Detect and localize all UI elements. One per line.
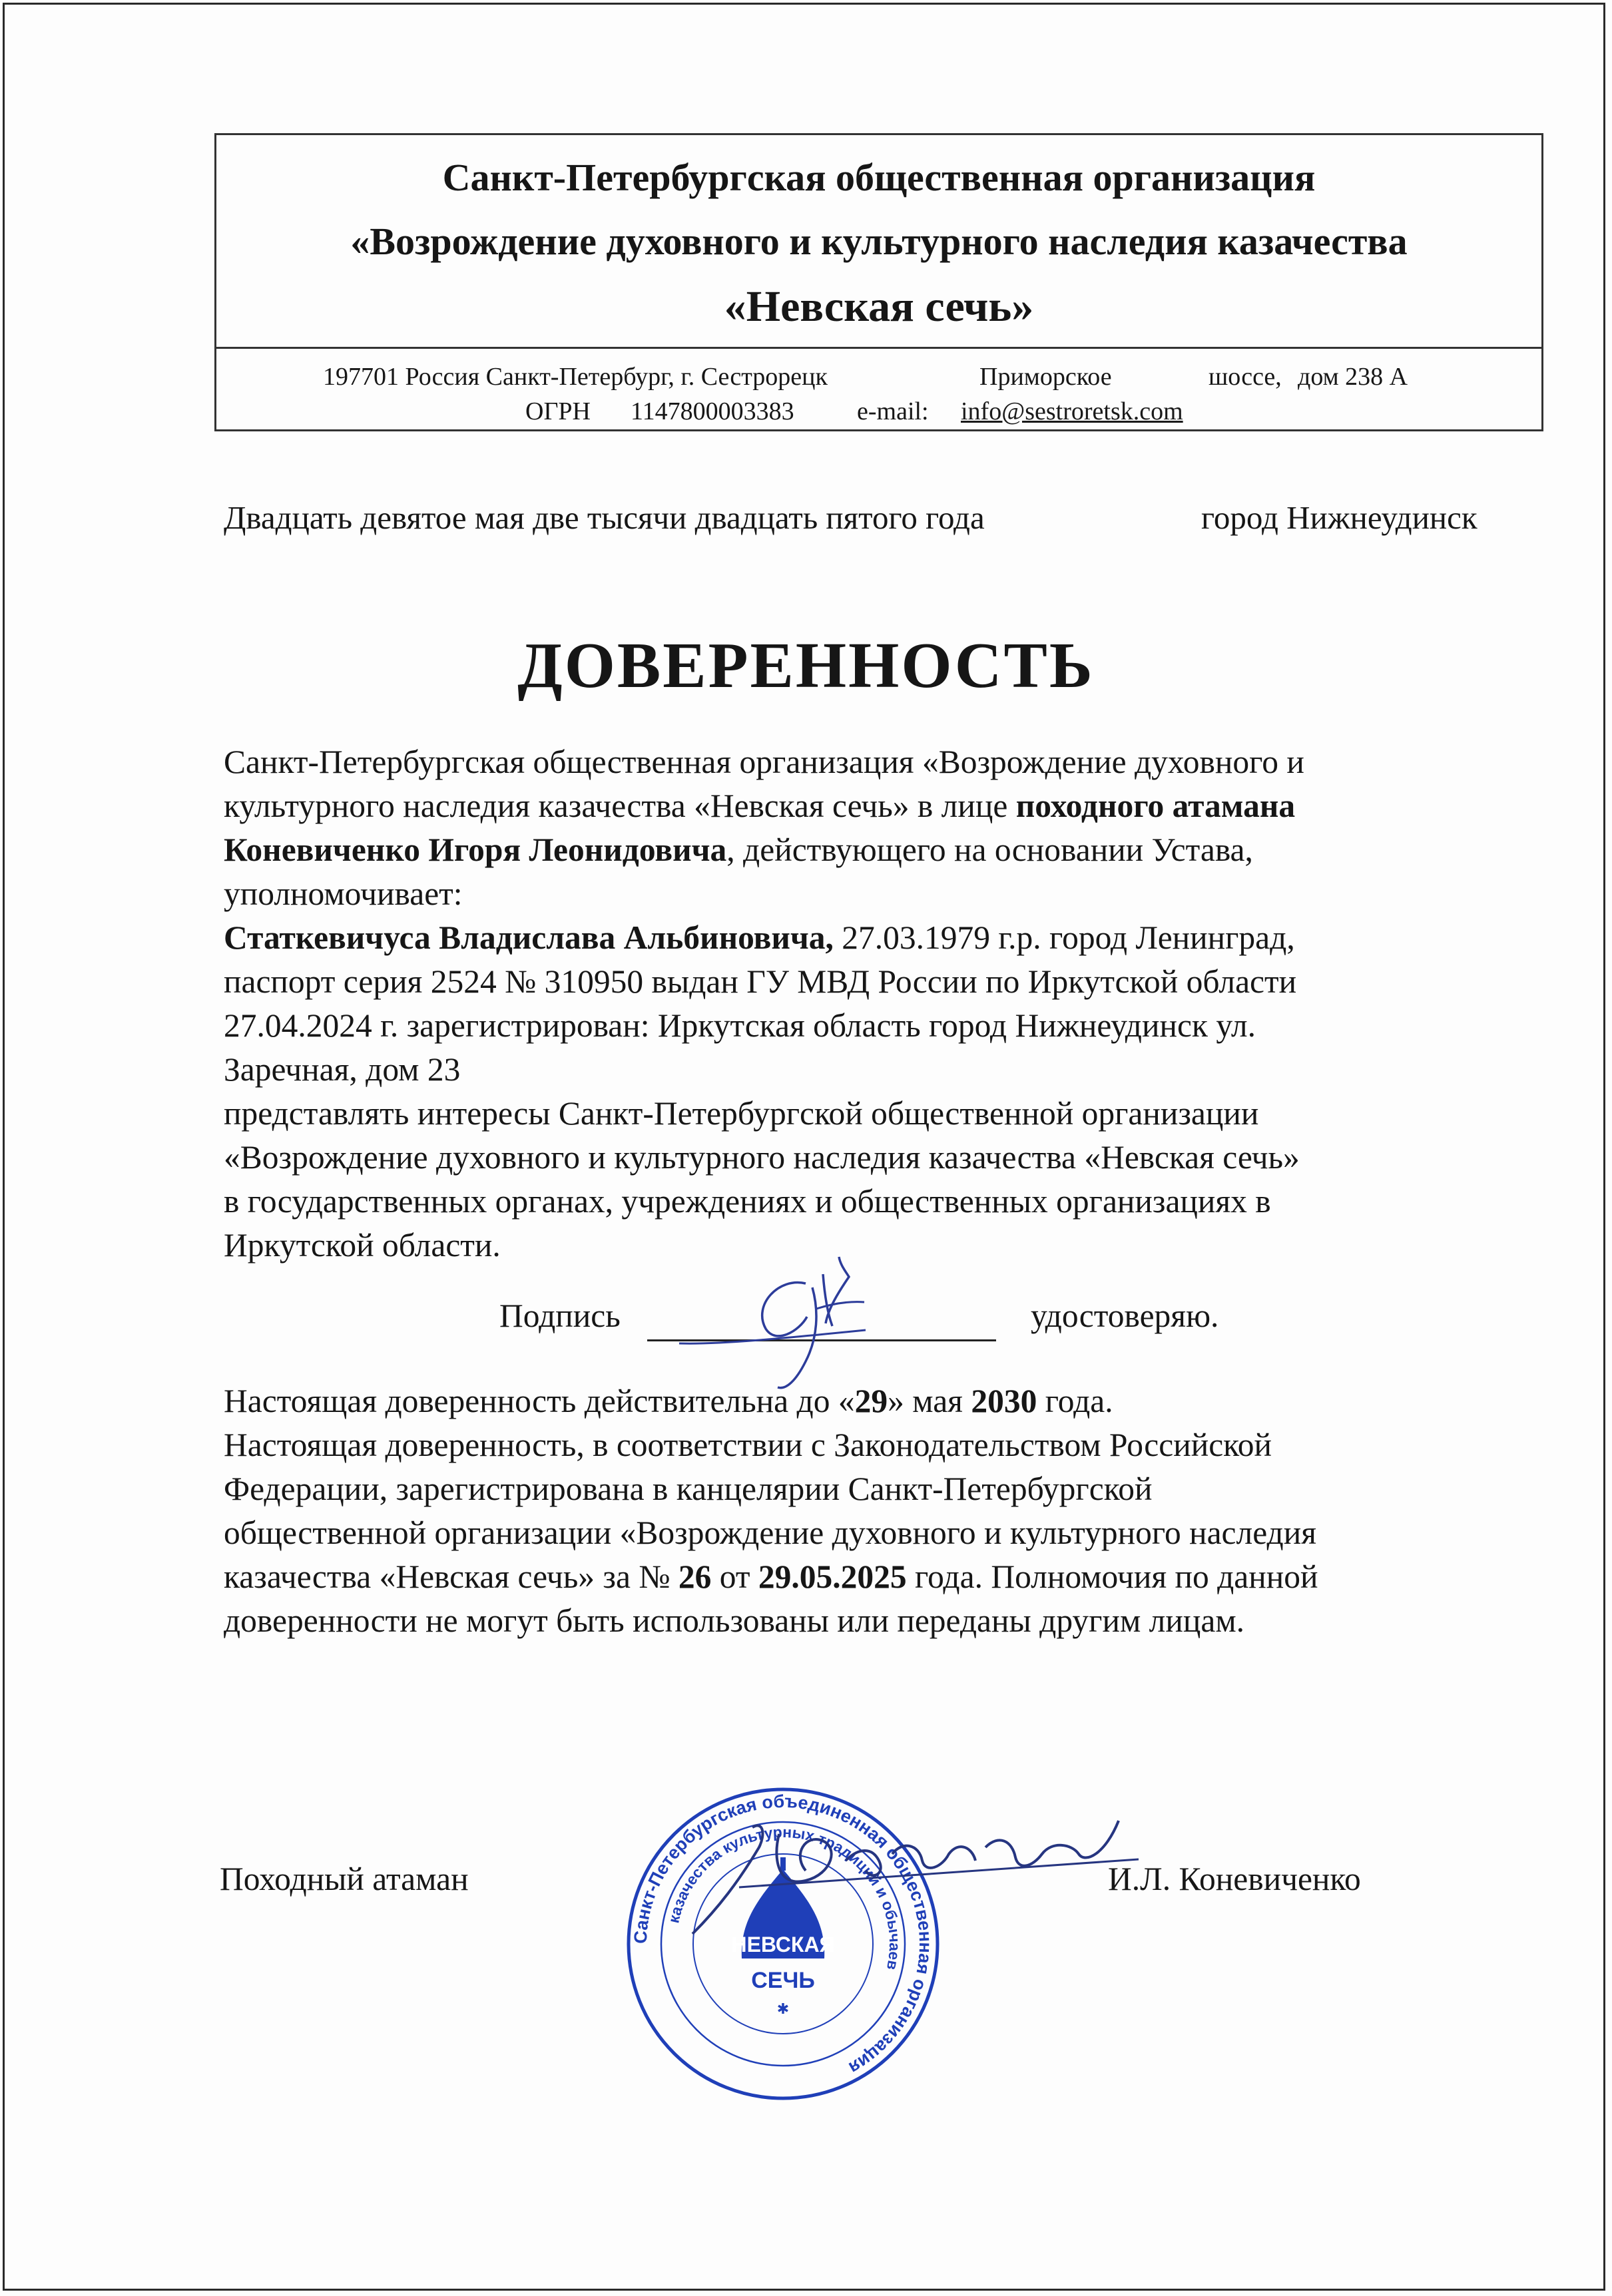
- star-icon: ✱: [776, 2001, 790, 2018]
- org-line-1: Санкт-Петербургская общественная организация: [442, 156, 1316, 199]
- paragraph-principal: [224, 740, 1509, 916]
- body-line: в государственных органах, учреждениях и общественных организациях в: [224, 1183, 1271, 1220]
- ogrn-label: ОГРН: [525, 397, 591, 425]
- document-title: ДОВЕРЕННОСТЬ: [517, 630, 1095, 702]
- body-line: представлять интересы Санкт-Петербургской общественной организации: [224, 1095, 1259, 1132]
- body-text: , действующего на основании Устава,: [726, 831, 1253, 868]
- body-line: паспорт серия 2524 № 310950 выдан ГУ МВД России по Иркутской области: [224, 963, 1297, 1000]
- validity-line: Настоящая доверенность, в соответствии с Законодательством Российской: [224, 1427, 1272, 1463]
- validity-line: доверенности не могут быть использованы или переданы другим лицам.: [224, 1602, 1245, 1639]
- stamp-center-bottom: СЕЧЬ: [751, 1968, 815, 1993]
- principal-name: Коневиченко Игоря Леонидовича: [224, 831, 727, 868]
- body-text: года.: [1037, 1383, 1113, 1419]
- body-text: от: [711, 1558, 758, 1595]
- letterhead: [214, 133, 1543, 431]
- valid-year: 2030: [971, 1383, 1037, 1419]
- attorney-name: Статкевичуса Владислава Альбиновича,: [224, 919, 834, 956]
- letterhead-divider: [216, 347, 1541, 349]
- document-city: город Нижнеудинск: [1201, 499, 1478, 536]
- org-line-2: «Возрождение духовного и культурного наследия казачества: [350, 220, 1408, 263]
- body-text: » мая: [888, 1383, 971, 1419]
- signer-name: И.Л. Коневиченко: [1108, 1861, 1361, 1897]
- ogrn-value: 1147800003383: [631, 397, 794, 425]
- body-line: Иркутской области.: [224, 1227, 501, 1263]
- address-street: Приморское: [979, 363, 1112, 391]
- document-date: Двадцать девятое мая две тысячи двадцать пятого года: [224, 499, 985, 536]
- signer-position: Походный атаман: [220, 1861, 469, 1897]
- body-text: Настоящая доверенность действительна до «: [224, 1383, 855, 1419]
- letterhead-organization: [216, 146, 1541, 345]
- body-line: [224, 828, 1509, 872]
- validity-line: [224, 1379, 1509, 1423]
- body-line: [224, 916, 1509, 960]
- signer-signature: [679, 1807, 1159, 1947]
- email-label: e-mail:: [857, 397, 929, 425]
- validity-line: общественной организации «Возрождение духовного и культурного наследия: [224, 1514, 1316, 1551]
- stamp-inner-text: казачества культурных традиций и обычаев: [665, 1823, 904, 1972]
- body-text: года. Полномочия по данной: [906, 1558, 1318, 1595]
- signature-label: Подпись: [499, 1297, 621, 1334]
- registration-date: 29.05.2025: [758, 1558, 907, 1595]
- validity-line: [224, 1555, 1509, 1599]
- validity-section: [224, 1379, 1509, 1643]
- body-line: Заречная, дом 23: [224, 1051, 461, 1088]
- body-text: культурного наследия казачества «Невская сечь» в лице: [224, 788, 1016, 824]
- attorney-signature: [666, 1245, 906, 1398]
- principal-position: походного атамана: [1015, 788, 1296, 824]
- address-building: дом 238 А: [1298, 363, 1408, 391]
- stamp-center-top: НЕВСКАЯ: [731, 1933, 835, 1956]
- body-line: 27.04.2024 г. зарегистрирован: Иркутская область город Нижнеудинск ул.: [224, 1007, 1256, 1044]
- body-line: уполномочивает:: [224, 875, 463, 912]
- body-line: «Возрождение духовного и культурного наследия казачества «Невская сечь»: [224, 1139, 1300, 1176]
- valid-day: 29: [854, 1383, 888, 1419]
- registration-number: 26: [678, 1558, 712, 1595]
- body-text: казачества «Невская сечь» за №: [224, 1558, 678, 1595]
- address-city: 197701 Россия Санкт-Петербург, г. Сестрорецк: [323, 363, 828, 391]
- body-line: [224, 784, 1509, 828]
- body-text: 27.03.1979 г.р. город Ленинград,: [833, 919, 1295, 956]
- paragraph-attorney: [224, 916, 1509, 1092]
- email-link[interactable]: info@sestroretsk.com: [961, 397, 1183, 425]
- body-line: Санкт-Петербургская общественная организация «Возрождение духовного и: [224, 744, 1304, 780]
- paragraph-powers: [224, 1092, 1509, 1267]
- validity-line: Федерации, зарегистрирована в канцелярии Санкт-Петербургской: [224, 1471, 1153, 1507]
- org-line-3: «Невская сечь»: [724, 282, 1034, 331]
- stamp-outer-text: Санкт-Петербургская объединенная общественная организация: [630, 1791, 936, 2078]
- address-road-type: шоссе,: [1209, 363, 1282, 391]
- signature-certify: удостоверяю.: [1031, 1297, 1219, 1334]
